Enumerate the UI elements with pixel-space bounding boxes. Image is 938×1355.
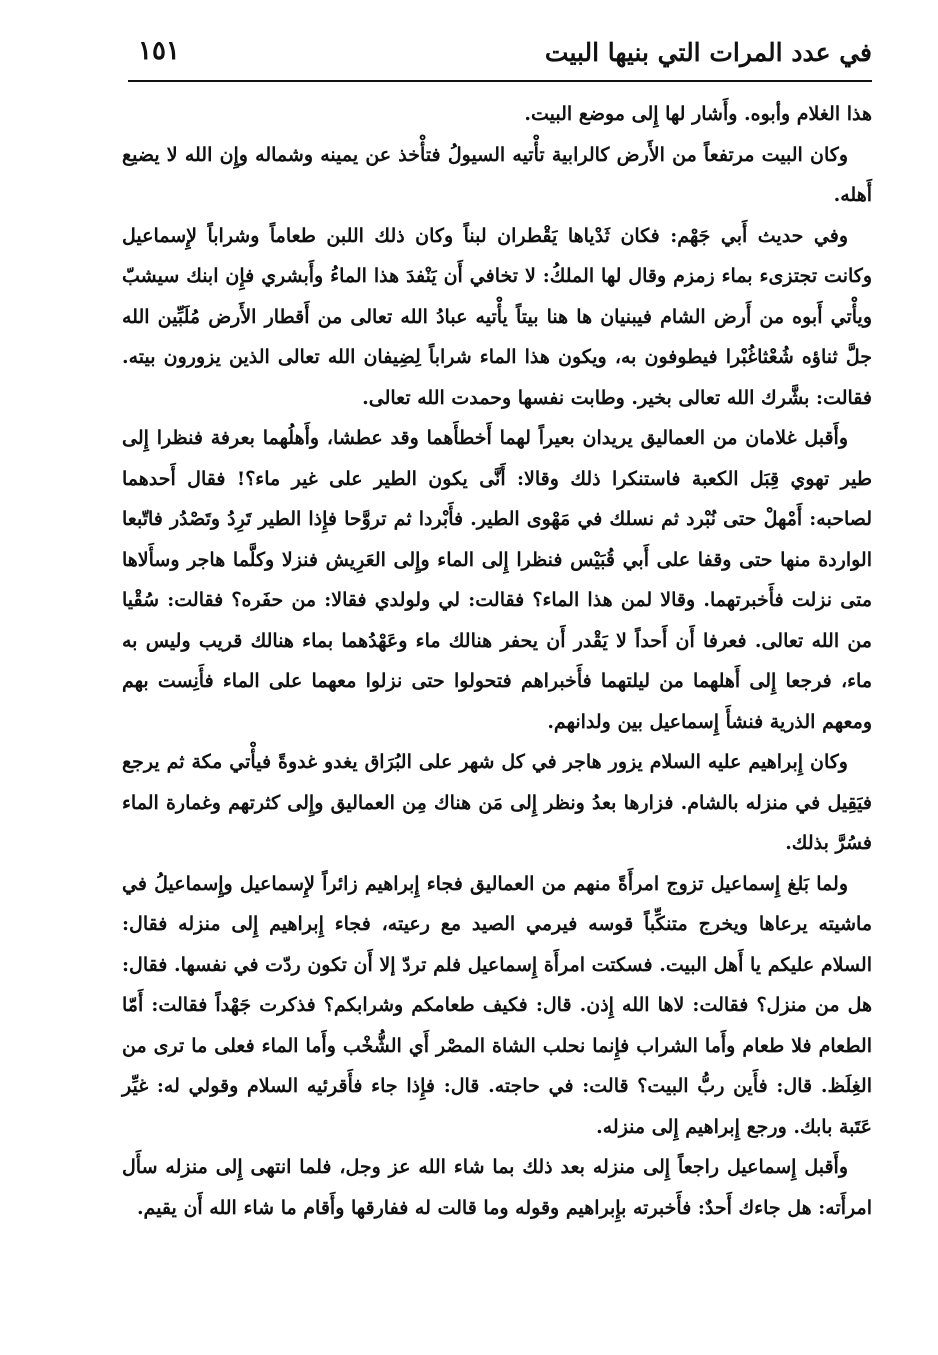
paragraph-5: وكان إِبراهيم عليه السلام يزور هاجر في كل شهر على البُرَاق يغدو غدوةً فيأْتي مكة ثم يرجع فيَقِيل في منزله بالشام. فزارها بعدُ ونظر إِلى مَن هناك مِن العماليق وإِلى كثرتهم وغمارة الماء فسُرَّ بذلك.	[122, 751, 872, 854]
paragraph-4: وأَقبل غلامان من العماليق يريدان بعيراً لهما أَخطأَهما وقد عطشا، وأَهلُهما بعرفة فنظرا إِلى طير تهوي قِبَل الكعبة فاستنكرا ذلك وقالا: أَنَّى يكون الطير على غير ماء؟! فقال أَحدهما لصاحبه: أَمْهلْ حتى نُبْرد ثم نسلك في مَهْوى الطير. فأَبْردا ثم تروَّحا فإِذا الطير تَرِدُ وتَصْدُر فاتّبعا الواردة منها حتى وقفا على أَبي قُبَيْس فنظرا إِلى الماء وإِلى العَرِيش فنزلا وكلَّما هاجر وسأَلاها متى نزلت فأَخبرتهما. وقالا لمن هذا الماء؟ فقالت: لي ولولدي فقالا: من حفَره؟ فقالت: سُقْيا من الله تعالى. فعرفا أَن أَحداً لا يَقْدر أَن يحفر هنالك ماء وعَهْدُهما بماء هنالك قريب وليس به ماء، فرجعا إِلى أَهلهما من ليلتهما فأَخبراهم فتحولوا حتى نزلوا معهما على الماء فأَنِست بهم ومعهم الذرية فنشأَ إِسماعيل بين ولدانهم.	[122, 427, 872, 733]
page-number: ١٥١	[138, 36, 180, 66]
header-rule	[128, 80, 872, 82]
page-header	[128, 28, 872, 82]
body-text	[122, 94, 872, 1228]
paragraph-7: وأَقبل إِسماعيل راجعاً إِلى منزله بعد ذلك بما شاء الله عز وجل، فلما انتهى إِلى منزله سأَل امرأَته: هل جاءك أَحدٌ: فأَخبرته بإِبراهيم وقوله وما قالت له ففارقها وأَقام ما شاء الله أَن يقيم.	[122, 1156, 872, 1219]
paragraph-2: وكان البيت مرتفعاً من الأَرض كالرابية تأْتيه السيولُ فتأْخذ عن يمينه وشماله وإِن الله لا يضيع أَهله.	[122, 143, 872, 206]
paragraph-3: وفي حديث أَبي جَهْم: فكان ثَدْياها يَقْطران لبناً وكان ذلك اللبن طعاماً وشراباً لإِسماعيل وكانت تجتزىء بماء زمزم وقال لها الملكُ: لا تخافي أَن يَنْفدَ هذا الماءُ وأَبشري فإِن ابنك سيشبّ ويأْتي أَبوه من أَرض الشام فيبنيان ها هنا بيتاً يأْتيه عبادُ الله تعالى من أَقطار الأَرض مُلَبِّين الله جلَّ ثناؤه شُعْثاغُبْرا فيطوفون به، ويكون هذا الماء شراباً لِضِيفان الله تعالى الذين يزورون بيته. فقالت: بشَّرك الله تعالى بخير. وطابت نفسها وحمدت الله تعالى.	[122, 224, 872, 409]
paragraph-6: ولما بَلغ إِسماعيل تزوج امرأَةً منهم من العماليق فجاء إِبراهيم زائراً لإِسماعيل وإِسماعيلُ في ماشيته يرعاها ويخرج متنكِّباً قوسه فيرمي الصيد مع رعيته، فجاء إِبراهيم إِلى منزله فقال: السلام عليكم يا أَهل البيت. فسكتت امرأَة إِسماعيل فلم تردّ إلا أَن تكون ردّت في نفسها. فقال: هل من منزل؟ فقالت: لاها الله إِذن. قال: فكيف طعامكم وشرابكم؟ فذكرت جَهْداً فقالت: أَمّا الطعام فلا طعام وأَما الشراب فإِنما نحلب الشاة المصْر أَي الشُّخْب وأَما الماء فعلى ما ترى من الغِلَظ. قال: فأَين ربُّ البيت؟ قالت: في حاجته. قال: فإِذا جاء فأَقرئيه السلام وقولي له: غيِّر عَتَبة بابك. ورجع إِبراهيم إِلى منزله.	[122, 872, 872, 1138]
running-title: في عدد المرات التي بنيها البيت	[544, 38, 872, 67]
paragraph-1: هذا الغلام وأبوه. وأَشار لها إِلى موضع البيت.	[524, 103, 872, 125]
